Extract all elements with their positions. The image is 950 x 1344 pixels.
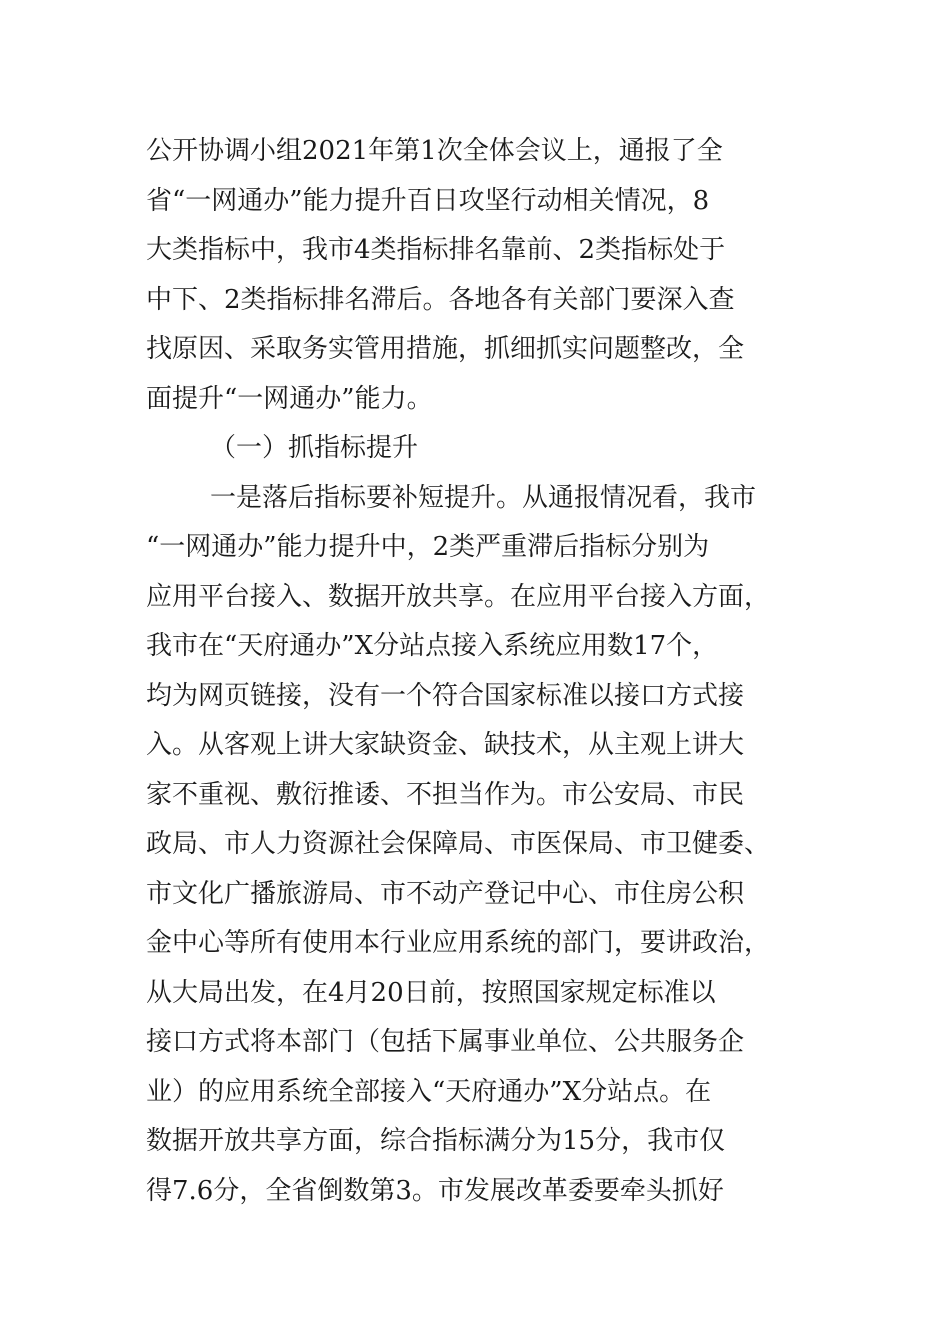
text-line: 大类指标中，我市4类指标排名靠前、2类指标处于 <box>146 235 726 265</box>
text-line: 从大局出发，在4月20日前，按照国家规定标准以 <box>146 977 716 1008</box>
text-line: 市文化广播旅游局、市不动产登记中心、市住房公积 <box>146 878 745 909</box>
text-line: 应用平台接入、数据开放共享。在应用平台接入方面， <box>146 581 771 612</box>
text-line: 中下、2类指标排名滞后。各地各有关部门要深入查 <box>146 284 735 315</box>
text-line: 找原因、采取务实管用措施，抓细抓实问题整改，全 <box>146 334 745 364</box>
text-line: 得7.6分，全省倒数第3。市发展改革委要牵头抓好 <box>146 1175 724 1206</box>
text-line: 省“一网通办”能力提升百日攻坚行动相关情况，8 <box>146 185 710 216</box>
body-text <box>146 127 816 1216</box>
text-line: 面提升“一网通办”能力。 <box>146 383 433 414</box>
text-line: 业）的应用系统全部接入“天府通办”X分站点。在 <box>146 1076 712 1107</box>
text-line: “一网通办”能力提升中，2类严重滞后指标分别为 <box>146 532 710 562</box>
text-line: 政局、市人力资源社会保障局、市医保局、市卫健委、 <box>146 829 771 859</box>
text-line: 接口方式将本部门（包括下属事业单位、公共服务企 <box>146 1027 745 1057</box>
text-line: 我市在“天府通办”X分站点接入系统应用数17个， <box>146 631 719 661</box>
text-line: 公开协调小组2021年第1次全体会议上，通报了全 <box>146 136 723 166</box>
text-line: 金中心等所有使用本行业应用系统的部门，要讲政治， <box>146 928 771 958</box>
section-heading: （一）抓指标提升 <box>210 433 419 463</box>
paragraph-first-line: 一是落后指标要补短提升。从通报情况看，我市 <box>210 482 757 513</box>
text-line: 入。从客观上讲大家缺资金、缺技术，从主观上讲大 <box>146 730 745 760</box>
text-line: 数据开放共享方面，综合指标满分为15分，我市仅 <box>146 1126 726 1156</box>
text-line: 均为网页链接，没有一个符合国家标准以接口方式接 <box>146 680 745 711</box>
text-line: 家不重视、敷衍推诿、不担当作为。市公安局、市民 <box>146 779 745 810</box>
